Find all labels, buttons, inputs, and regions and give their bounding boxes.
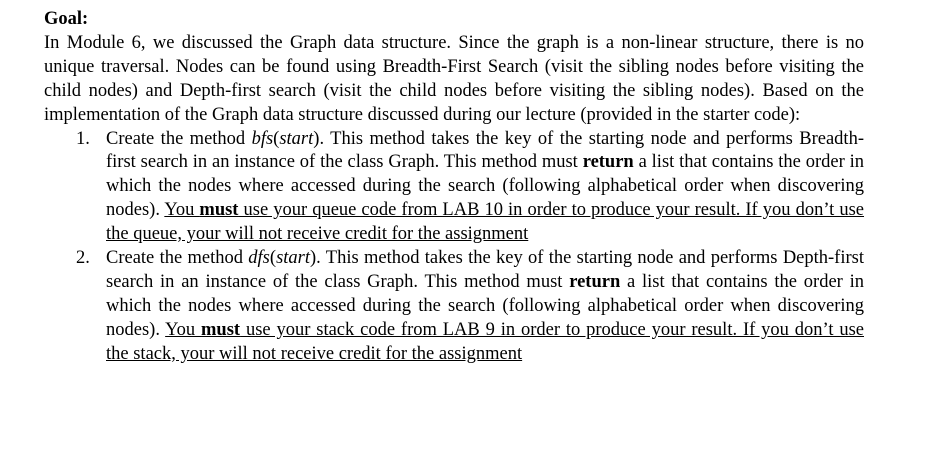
goal-heading: Goal: <box>44 9 89 29</box>
assignment-document <box>44 8 864 367</box>
item-text: a list that contains the order in which the nodes where accessed during the search (following alphabetical order when discovering nodes). <box>106 271 864 340</box>
list-number: 1. <box>76 128 90 149</box>
task-list <box>44 128 864 367</box>
list-number: 2. <box>76 248 90 269</box>
requirement-note: You must use your stack code from LAB 9 in order to produce your result. If you don’t use the stack, your will not receive credit for the assignment <box>106 319 864 364</box>
item-text: a list that contains the order in which the nodes where accessed during the search (following alphabetical order when discovering nodes). <box>106 152 864 221</box>
requirement-note: You must use your queue code from LAB 10 in order to produce your result. If you don’t use the queue, your will not receive credit for the assignment <box>106 200 865 245</box>
method-name: bfs(start) <box>251 128 320 149</box>
list-item <box>44 128 864 248</box>
method-name: dfs(start) <box>248 248 317 269</box>
item-text: . This method takes the key of the starting node and performs Breadth-first search in an instance of the class Graph. This method must <box>106 128 864 173</box>
item-text: Create the method <box>106 128 252 149</box>
intro-paragraph: In Module 6, we discussed the Graph data structure. Since the graph is a non-linear structure, there is no unique traversal. Nodes can be found using Breadth-First Search (visit the sibling nodes before visiting the child nodes) and Depth-first search (visit the child nodes before visiting the sibling nodes). Based on the implementation of the Graph data structure discussed during our lecture (provided in the starter code): <box>44 32 864 125</box>
item-text: . This method takes the key of the starting node and performs Depth-first search in an instance of the class Graph. This method must <box>106 248 864 292</box>
list-item <box>44 247 864 367</box>
return-emphasis: return <box>582 152 634 173</box>
return-emphasis: return <box>569 271 621 292</box>
item-text: Create the method <box>106 248 249 269</box>
